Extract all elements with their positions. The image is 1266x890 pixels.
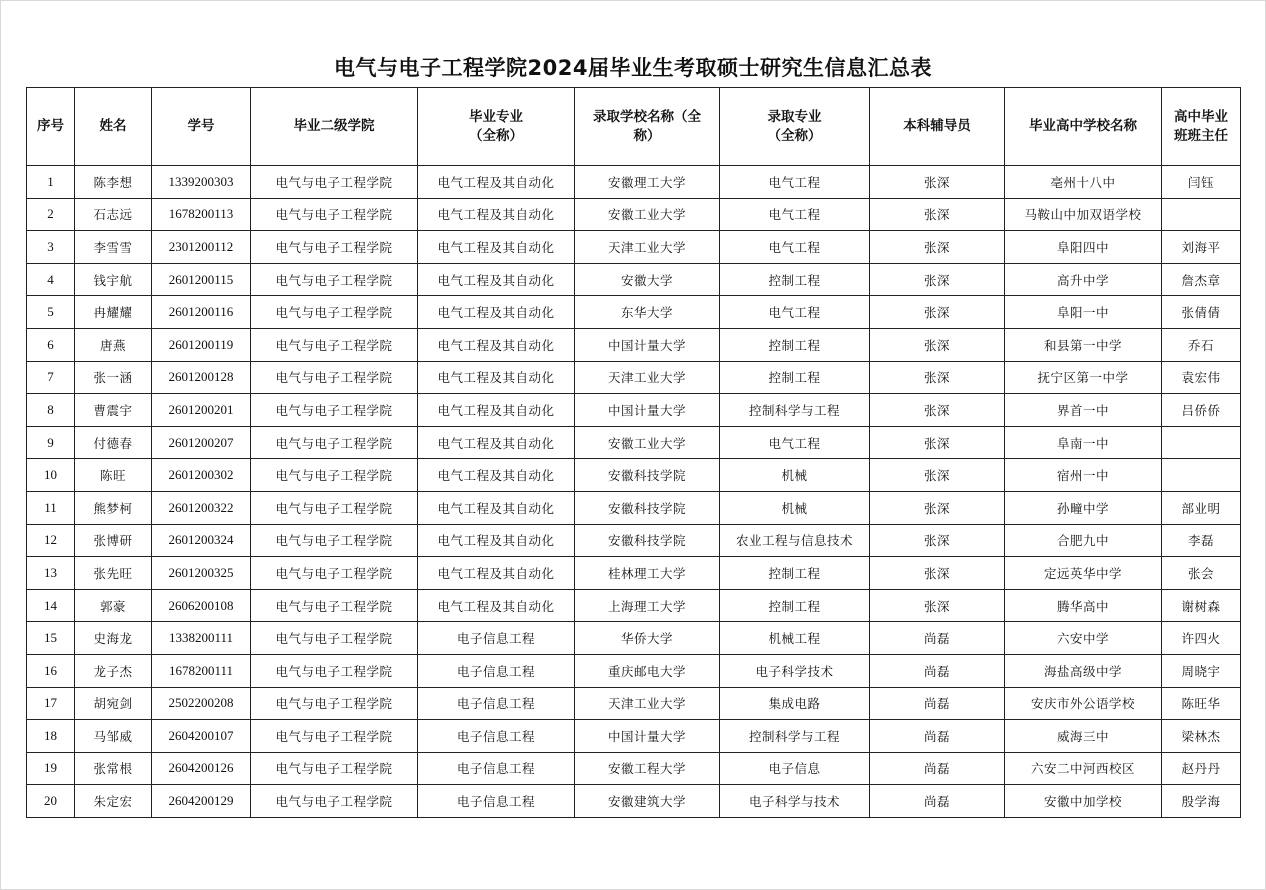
cell-high-school: 腾华高中 <box>1005 589 1162 622</box>
cell-name: 陈李想 <box>75 166 152 199</box>
cell-index: 8 <box>27 394 75 427</box>
cell-major: 电气工程及其自动化 <box>418 524 575 557</box>
cell-student-id: 2601200115 <box>152 263 251 296</box>
cell-college: 电气与电子工程学院 <box>251 166 418 199</box>
header-major <box>418 88 575 166</box>
header-student-id-line: 学号 <box>187 118 215 134</box>
cell-college: 电气与电子工程学院 <box>251 524 418 557</box>
cell-name: 陈旺 <box>75 459 152 492</box>
cell-admitted-school: 上海理工大学 <box>575 589 720 622</box>
cell-name: 冉耀耀 <box>75 296 152 329</box>
table-row <box>27 459 1241 492</box>
cell-index: 14 <box>27 589 75 622</box>
cell-admitted-major: 控制工程 <box>720 328 870 361</box>
cell-college: 电气与电子工程学院 <box>251 296 418 329</box>
header-student-id <box>152 88 251 166</box>
cell-head-teacher <box>1162 459 1241 492</box>
cell-counselor: 张深 <box>870 198 1005 231</box>
cell-college: 电气与电子工程学院 <box>251 785 418 818</box>
cell-student-id: 2601200116 <box>152 296 251 329</box>
cell-head-teacher: 陈旺华 <box>1162 687 1241 720</box>
cell-college: 电气与电子工程学院 <box>251 622 418 655</box>
cell-admitted-major: 控制科学与工程 <box>720 394 870 427</box>
cell-index: 7 <box>27 361 75 394</box>
cell-high-school: 孙疃中学 <box>1005 491 1162 524</box>
cell-counselor: 张深 <box>870 524 1005 557</box>
cell-high-school: 阜阳一中 <box>1005 296 1162 329</box>
cell-admitted-major: 集成电路 <box>720 687 870 720</box>
header-admitted-major <box>720 88 870 166</box>
cell-name: 胡宛剑 <box>75 687 152 720</box>
cell-counselor: 尚磊 <box>870 687 1005 720</box>
cell-head-teacher: 赵丹丹 <box>1162 752 1241 785</box>
cell-index: 15 <box>27 622 75 655</box>
cell-name: 付德春 <box>75 426 152 459</box>
table-row <box>27 720 1241 753</box>
cell-high-school: 宿州一中 <box>1005 459 1162 492</box>
cell-counselor: 尚磊 <box>870 720 1005 753</box>
cell-name: 马邹威 <box>75 720 152 753</box>
cell-major: 电气工程及其自动化 <box>418 296 575 329</box>
cell-head-teacher: 闫钰 <box>1162 166 1241 199</box>
cell-admitted-major: 电子信息 <box>720 752 870 785</box>
cell-counselor: 尚磊 <box>870 785 1005 818</box>
cell-index: 16 <box>27 654 75 687</box>
cell-name: 张先旺 <box>75 557 152 590</box>
cell-head-teacher: 乔石 <box>1162 328 1241 361</box>
cell-admitted-school: 桂林理工大学 <box>575 557 720 590</box>
cell-college: 电气与电子工程学院 <box>251 557 418 590</box>
cell-high-school: 阜南一中 <box>1005 426 1162 459</box>
header-index <box>27 88 75 166</box>
cell-head-teacher: 张会 <box>1162 557 1241 590</box>
cell-student-id: 1339200303 <box>152 166 251 199</box>
cell-counselor: 尚磊 <box>870 622 1005 655</box>
cell-high-school: 界首一中 <box>1005 394 1162 427</box>
cell-student-id: 1338200111 <box>152 622 251 655</box>
table-row <box>27 654 1241 687</box>
cell-student-id: 2604200126 <box>152 752 251 785</box>
header-major-line: 毕业专业 <box>469 108 523 125</box>
cell-major: 电气工程及其自动化 <box>418 231 575 264</box>
cell-head-teacher: 谢树森 <box>1162 589 1241 622</box>
table-row <box>27 231 1241 264</box>
cell-index: 4 <box>27 263 75 296</box>
cell-admitted-major: 机械 <box>720 459 870 492</box>
cell-name: 张一涵 <box>75 361 152 394</box>
cell-name: 张博研 <box>75 524 152 557</box>
cell-index: 1 <box>27 166 75 199</box>
cell-high-school: 六安中学 <box>1005 622 1162 655</box>
cell-name: 李雪雪 <box>75 231 152 264</box>
cell-college: 电气与电子工程学院 <box>251 231 418 264</box>
cell-head-teacher: 殷学海 <box>1162 785 1241 818</box>
header-index-line: 序号 <box>37 118 64 134</box>
cell-index: 6 <box>27 328 75 361</box>
cell-high-school: 安徽中加学校 <box>1005 785 1162 818</box>
cell-admitted-major: 电气工程 <box>720 231 870 264</box>
cell-college: 电气与电子工程学院 <box>251 491 418 524</box>
cell-admitted-major: 电气工程 <box>720 296 870 329</box>
header-admitted-school <box>575 88 720 166</box>
cell-major: 电气工程及其自动化 <box>418 198 575 231</box>
cell-admitted-school: 安徽理工大学 <box>575 166 720 199</box>
cell-name: 张常根 <box>75 752 152 785</box>
cell-college: 电气与电子工程学院 <box>251 752 418 785</box>
cell-major: 电气工程及其自动化 <box>418 589 575 622</box>
cell-high-school: 阜阳四中 <box>1005 231 1162 264</box>
cell-head-teacher: 袁宏伟 <box>1162 361 1241 394</box>
header-head-teacher <box>1162 88 1241 166</box>
cell-counselor: 张深 <box>870 328 1005 361</box>
cell-admitted-school: 华侨大学 <box>575 622 720 655</box>
table-row <box>27 361 1241 394</box>
cell-name: 熊梦柯 <box>75 491 152 524</box>
cell-college: 电气与电子工程学院 <box>251 263 418 296</box>
cell-counselor: 张深 <box>870 296 1005 329</box>
cell-high-school: 安庆市外公语学校 <box>1005 687 1162 720</box>
table-row <box>27 426 1241 459</box>
cell-major: 电气工程及其自动化 <box>418 361 575 394</box>
cell-index: 10 <box>27 459 75 492</box>
cell-admitted-major: 电气工程 <box>720 166 870 199</box>
cell-name: 石志远 <box>75 198 152 231</box>
cell-index: 17 <box>27 687 75 720</box>
cell-admitted-major: 电气工程 <box>720 426 870 459</box>
cell-student-id: 2502200208 <box>152 687 251 720</box>
table-row <box>27 328 1241 361</box>
header-head-teacher-line: 班班主任 <box>1174 127 1228 144</box>
cell-head-teacher: 周晓宇 <box>1162 654 1241 687</box>
cell-student-id: 2301200112 <box>152 231 251 264</box>
cell-index: 9 <box>27 426 75 459</box>
cell-name: 唐燕 <box>75 328 152 361</box>
cell-major: 电气工程及其自动化 <box>418 394 575 427</box>
table-row <box>27 752 1241 785</box>
cell-major: 电气工程及其自动化 <box>418 459 575 492</box>
table-header-row <box>27 88 1241 166</box>
table-row <box>27 622 1241 655</box>
cell-admitted-school: 天津工业大学 <box>575 361 720 394</box>
cell-admitted-major: 控制工程 <box>720 361 870 394</box>
cell-admitted-major: 电子科学技术 <box>720 654 870 687</box>
cell-admitted-major: 电子科学与技术 <box>720 785 870 818</box>
cell-name: 朱定宏 <box>75 785 152 818</box>
cell-major: 电气工程及其自动化 <box>418 328 575 361</box>
cell-head-teacher: 詹杰章 <box>1162 263 1241 296</box>
cell-high-school: 高升中学 <box>1005 263 1162 296</box>
cell-head-teacher: 部业明 <box>1162 491 1241 524</box>
cell-admitted-school: 安徽科技学院 <box>575 524 720 557</box>
header-admitted-major-line: （全称） <box>767 127 822 144</box>
cell-college: 电气与电子工程学院 <box>251 328 418 361</box>
cell-student-id: 1678200111 <box>152 654 251 687</box>
table-row <box>27 524 1241 557</box>
table-row <box>27 198 1241 231</box>
cell-name: 史海龙 <box>75 622 152 655</box>
cell-student-id: 1678200113 <box>152 198 251 231</box>
cell-index: 11 <box>27 491 75 524</box>
cell-major: 电气工程及其自动化 <box>418 491 575 524</box>
cell-admitted-school: 中国计量大学 <box>575 394 720 427</box>
table-row <box>27 785 1241 818</box>
cell-major: 电气工程及其自动化 <box>418 263 575 296</box>
cell-admitted-major: 控制工程 <box>720 557 870 590</box>
cell-admitted-school: 天津工业大学 <box>575 231 720 264</box>
table-row <box>27 263 1241 296</box>
cell-head-teacher: 吕侨侨 <box>1162 394 1241 427</box>
cell-admitted-school: 安徽工程大学 <box>575 752 720 785</box>
header-admitted-school-line: 录取学校名称（全 <box>593 108 701 125</box>
cell-admitted-school: 东华大学 <box>575 296 720 329</box>
cell-index: 2 <box>27 198 75 231</box>
cell-major: 电子信息工程 <box>418 720 575 753</box>
cell-college: 电气与电子工程学院 <box>251 687 418 720</box>
cell-student-id: 2601200322 <box>152 491 251 524</box>
cell-major: 电气工程及其自动化 <box>418 166 575 199</box>
cell-high-school: 马鞍山中加双语学校 <box>1005 198 1162 231</box>
cell-major: 电子信息工程 <box>418 654 575 687</box>
cell-name: 钱宇航 <box>75 263 152 296</box>
cell-admitted-school: 天津工业大学 <box>575 687 720 720</box>
cell-index: 5 <box>27 296 75 329</box>
header-admitted-school-line: 称） <box>633 127 661 144</box>
cell-major: 电子信息工程 <box>418 785 575 818</box>
cell-college: 电气与电子工程学院 <box>251 589 418 622</box>
cell-major: 电气工程及其自动化 <box>418 426 575 459</box>
cell-admitted-major: 电气工程 <box>720 198 870 231</box>
cell-admitted-major: 控制科学与工程 <box>720 720 870 753</box>
table-row <box>27 491 1241 524</box>
cell-admitted-school: 安徽工业大学 <box>575 426 720 459</box>
cell-head-teacher: 梁林杰 <box>1162 720 1241 753</box>
cell-admitted-major: 控制工程 <box>720 589 870 622</box>
cell-counselor: 张深 <box>870 231 1005 264</box>
cell-head-teacher <box>1162 198 1241 231</box>
cell-counselor: 尚磊 <box>870 654 1005 687</box>
table-row <box>27 589 1241 622</box>
cell-major: 电子信息工程 <box>418 622 575 655</box>
cell-college: 电气与电子工程学院 <box>251 426 418 459</box>
cell-high-school: 亳州十八中 <box>1005 166 1162 199</box>
cell-counselor: 张深 <box>870 589 1005 622</box>
table-body <box>27 166 1241 818</box>
cell-head-teacher: 李磊 <box>1162 524 1241 557</box>
cell-counselor: 张深 <box>870 426 1005 459</box>
cell-college: 电气与电子工程学院 <box>251 654 418 687</box>
cell-high-school: 合肥九中 <box>1005 524 1162 557</box>
cell-major: 电气工程及其自动化 <box>418 557 575 590</box>
header-counselor-line: 本科辅导员 <box>903 118 971 134</box>
cell-college: 电气与电子工程学院 <box>251 198 418 231</box>
cell-index: 13 <box>27 557 75 590</box>
cell-admitted-school: 安徽建筑大学 <box>575 785 720 818</box>
cell-high-school: 定远英华中学 <box>1005 557 1162 590</box>
cell-admitted-school: 中国计量大学 <box>575 328 720 361</box>
header-high-school <box>1005 88 1162 166</box>
cell-counselor: 张深 <box>870 166 1005 199</box>
cell-student-id: 2601200324 <box>152 524 251 557</box>
cell-head-teacher: 张倩倩 <box>1162 296 1241 329</box>
cell-student-id: 2601200302 <box>152 459 251 492</box>
cell-student-id: 2601200325 <box>152 557 251 590</box>
cell-counselor: 张深 <box>870 263 1005 296</box>
header-head-teacher-line: 高中毕业 <box>1174 108 1228 125</box>
cell-counselor: 张深 <box>870 491 1005 524</box>
cell-admitted-school: 安徽大学 <box>575 263 720 296</box>
cell-college: 电气与电子工程学院 <box>251 720 418 753</box>
cell-admitted-school: 中国计量大学 <box>575 720 720 753</box>
cell-admitted-school: 重庆邮电大学 <box>575 654 720 687</box>
table-row <box>27 166 1241 199</box>
table-row <box>27 557 1241 590</box>
cell-student-id: 2601200128 <box>152 361 251 394</box>
header-college <box>251 88 418 166</box>
table-row <box>27 296 1241 329</box>
cell-admitted-school: 安徽科技学院 <box>575 459 720 492</box>
cell-college: 电气与电子工程学院 <box>251 394 418 427</box>
cell-college: 电气与电子工程学院 <box>251 459 418 492</box>
header-major-line: （全称） <box>469 127 523 144</box>
cell-counselor: 尚磊 <box>870 752 1005 785</box>
cell-name: 曹震宇 <box>75 394 152 427</box>
cell-major: 电子信息工程 <box>418 687 575 720</box>
cell-student-id: 2601200119 <box>152 328 251 361</box>
cell-admitted-major: 控制工程 <box>720 263 870 296</box>
cell-high-school: 海盐高级中学 <box>1005 654 1162 687</box>
cell-index: 20 <box>27 785 75 818</box>
cell-student-id: 2604200107 <box>152 720 251 753</box>
cell-index: 12 <box>27 524 75 557</box>
cell-index: 19 <box>27 752 75 785</box>
cell-major: 电子信息工程 <box>418 752 575 785</box>
cell-head-teacher <box>1162 426 1241 459</box>
cell-name: 郭豪 <box>75 589 152 622</box>
header-college-line: 毕业二级学院 <box>293 118 375 134</box>
cell-admitted-major: 机械工程 <box>720 622 870 655</box>
header-counselor <box>870 88 1005 166</box>
document-title: 电气与电子工程学院2024届毕业生考取硕士研究生信息汇总表 <box>334 56 932 80</box>
cell-student-id: 2601200207 <box>152 426 251 459</box>
cell-counselor: 张深 <box>870 394 1005 427</box>
cell-student-id: 2601200201 <box>152 394 251 427</box>
cell-index: 3 <box>27 231 75 264</box>
cell-counselor: 张深 <box>870 361 1005 394</box>
cell-admitted-major: 农业工程与信息技术 <box>720 524 870 557</box>
header-name <box>75 88 152 166</box>
header-name-line: 姓名 <box>99 118 127 134</box>
cell-admitted-major: 机械 <box>720 491 870 524</box>
cell-head-teacher: 许四火 <box>1162 622 1241 655</box>
cell-high-school: 威海三中 <box>1005 720 1162 753</box>
cell-student-id: 2604200129 <box>152 785 251 818</box>
table-row <box>27 394 1241 427</box>
header-high-school-line: 毕业高中学校名称 <box>1029 118 1137 134</box>
graduate-info-table <box>26 87 1241 818</box>
cell-high-school: 六安二中河西校区 <box>1005 752 1162 785</box>
table-row <box>27 687 1241 720</box>
cell-name: 龙子杰 <box>75 654 152 687</box>
cell-head-teacher: 刘海平 <box>1162 231 1241 264</box>
cell-student-id: 2606200108 <box>152 589 251 622</box>
header-admitted-major-line: 录取专业 <box>767 108 822 125</box>
cell-college: 电气与电子工程学院 <box>251 361 418 394</box>
cell-counselor: 张深 <box>870 459 1005 492</box>
cell-high-school: 抚宁区第一中学 <box>1005 361 1162 394</box>
cell-high-school: 和县第一中学 <box>1005 328 1162 361</box>
cell-admitted-school: 安徽工业大学 <box>575 198 720 231</box>
cell-index: 18 <box>27 720 75 753</box>
cell-counselor: 张深 <box>870 557 1005 590</box>
cell-admitted-school: 安徽科技学院 <box>575 491 720 524</box>
